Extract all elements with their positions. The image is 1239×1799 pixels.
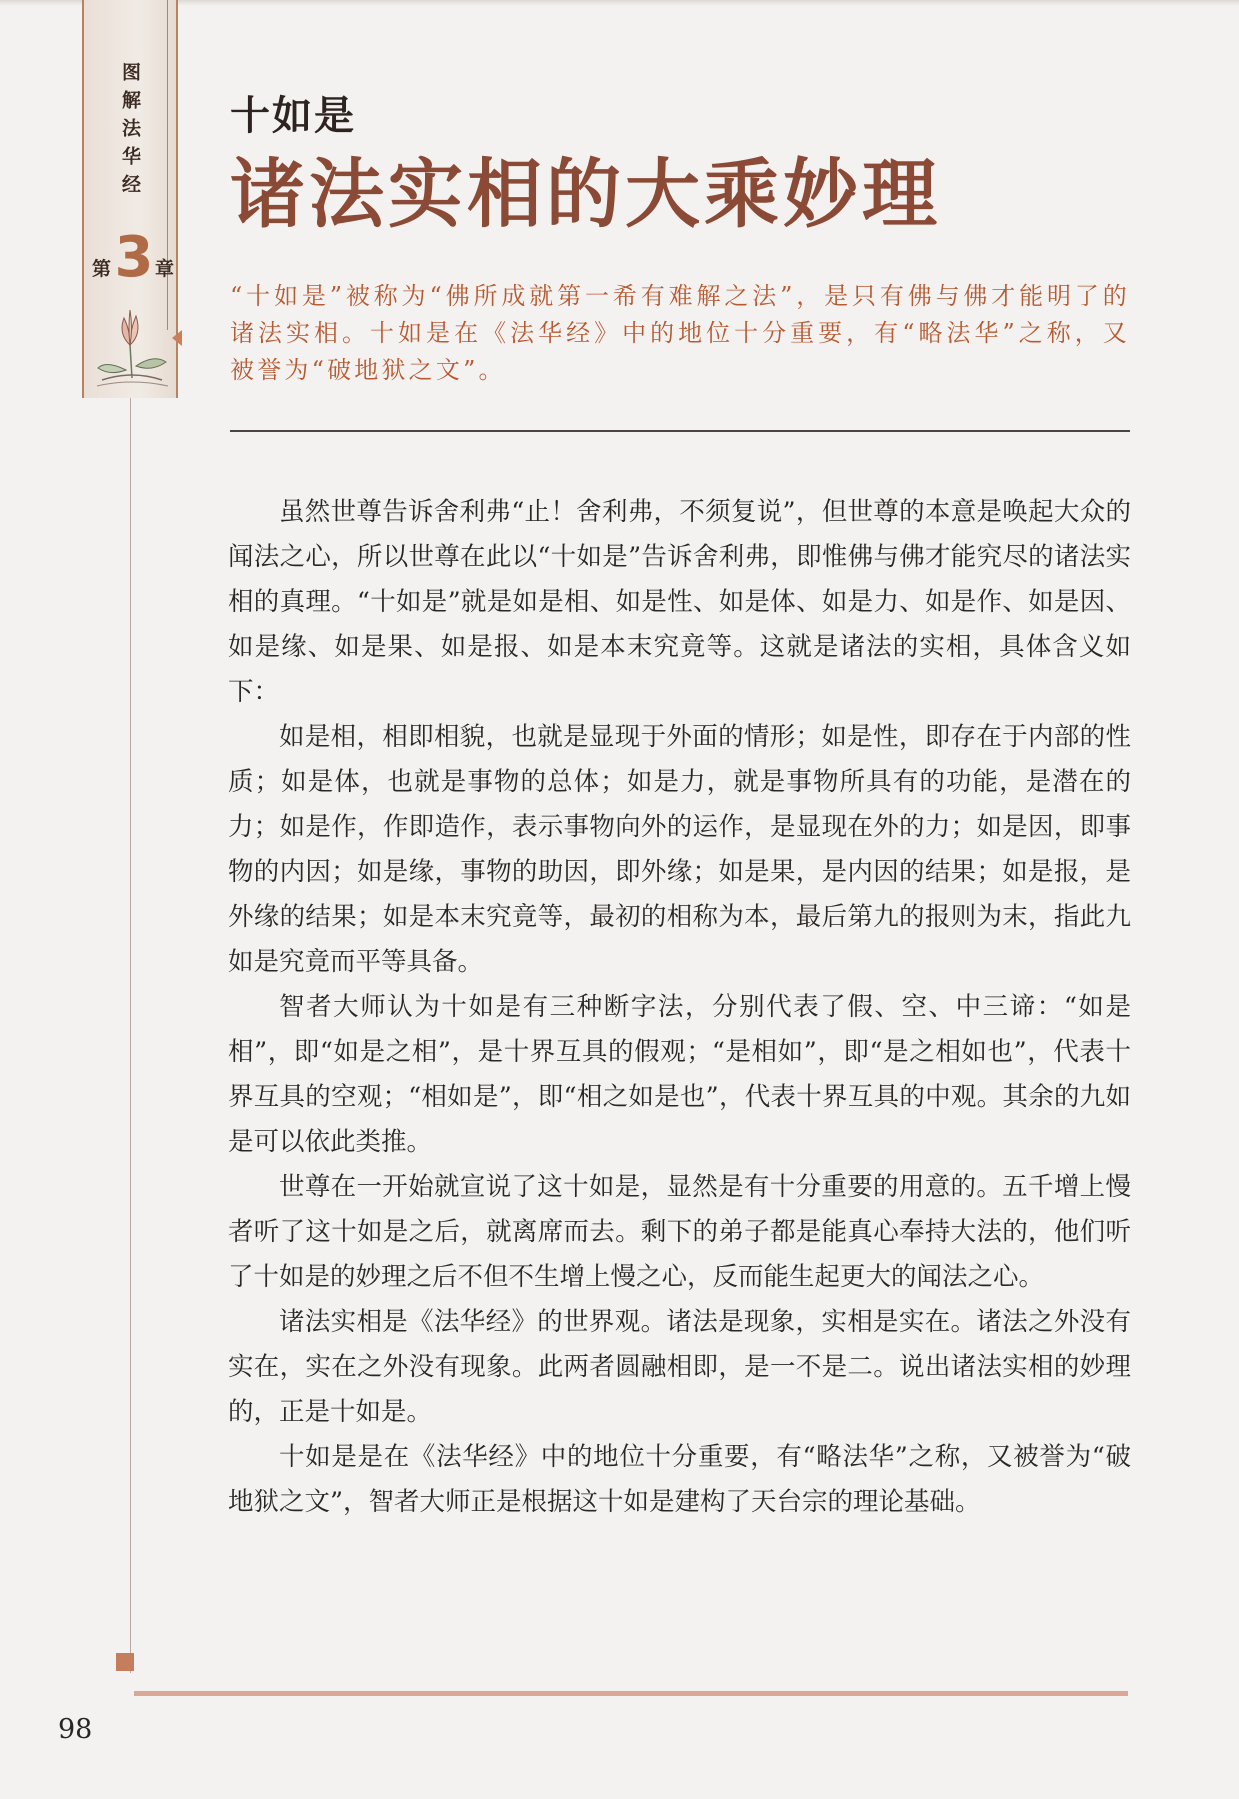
paragraph: 如是相，相即相貌，也就是显现于外面的情形；如是性，即存在于内部的性质；如是体，也就是事物的总体；如是力，就是事物所具有的功能，是潜在的力；如是作，作即造作，表示事物向外的运作，是显现在外的力；如是因，即事物的内因；如是缘，事物的助因，即外缘；如是果，是内因的结果；如是报，是外缘的结果；如是本末究竟等，最初的相称为本，最后第九的报则为末，指此九如是究竟而平等具备。 — [228, 722, 1131, 977]
body-text — [228, 490, 1131, 1525]
intro-text: “十如是”被称为“佛所成就第一希有难解之法”，是只有佛与佛才能明了的诸法实相。十如是在《法华经》中的地位十分重要，有“略法华”之称，又被誉为“破地狱之文”。 — [230, 282, 1130, 384]
paragraph: 十如是是在《法华经》中的地位十分重要，有“略法华”之称，又被誉为“破地狱之文”，智者大师正是根据这十如是建构了天台宗的理论基础。 — [228, 1442, 1131, 1517]
chapter-badge — [90, 225, 174, 290]
margin-line — [130, 398, 131, 1673]
page-number: 98 — [58, 1714, 93, 1745]
chapter-number: 3 — [114, 225, 154, 290]
chapter-side-tab — [82, 0, 178, 398]
book-title: 图解法华经 — [119, 62, 141, 202]
section-divider — [230, 430, 1130, 432]
chapter-suffix: 章 — [154, 258, 174, 280]
page-edge — [0, 0, 1239, 6]
tab-pointer — [172, 330, 182, 346]
page-title: 诸法实相的大乘妙理 — [230, 150, 942, 238]
paragraph: 诸法实相是《法华经》的世界观。诸法是现象，实相是实在。诸法之外没有实在，实在之外没有现象。此两者圆融相即，是一不是二。说出诸法实相的妙理的，正是十如是。 — [228, 1307, 1131, 1427]
paragraph: 智者大师认为十如是有三种断字法，分别代表了假、空、中三谛：“如是相”，即“如是之相”，是十界互具的假观；“是相如”，即“是之相如也”，代表十界互具的空观；“相如是”，即“相之如是也”，代表十界互具的中观。其余的九如是可以依此类推。 — [228, 992, 1131, 1157]
chapter-prefix: 第 — [92, 258, 112, 280]
lotus-icon — [92, 300, 172, 390]
paragraph: 虽然世尊告诉舍利弗“止！舍利弗，不须复说”，但世尊的本意是唤起大众的闻法之心，所以世尊在此以“十如是”告诉舍利弗，即惟佛与佛才能究尽的诸法实相的真理。“十如是”就是如是相、如是性、如是体、如是力、如是作、如是因、如是缘、如是果、如是报、如是本末究竟等。这就是诸法的实相，具体含义如下： — [228, 497, 1131, 707]
section-subtitle: 十如是 — [230, 93, 356, 139]
paragraph: 世尊在一开始就宣说了这十如是，显然是有十分重要的用意的。五千增上慢者听了这十如是之后，就离席而去。剩下的弟子都是能真心奉持大法的，他们听了十如是的妙理之后不但不生增上慢之心，反而能生起更大的闻法之心。 — [228, 1172, 1131, 1292]
footer-rule — [134, 1691, 1128, 1696]
margin-square-marker — [116, 1653, 134, 1671]
